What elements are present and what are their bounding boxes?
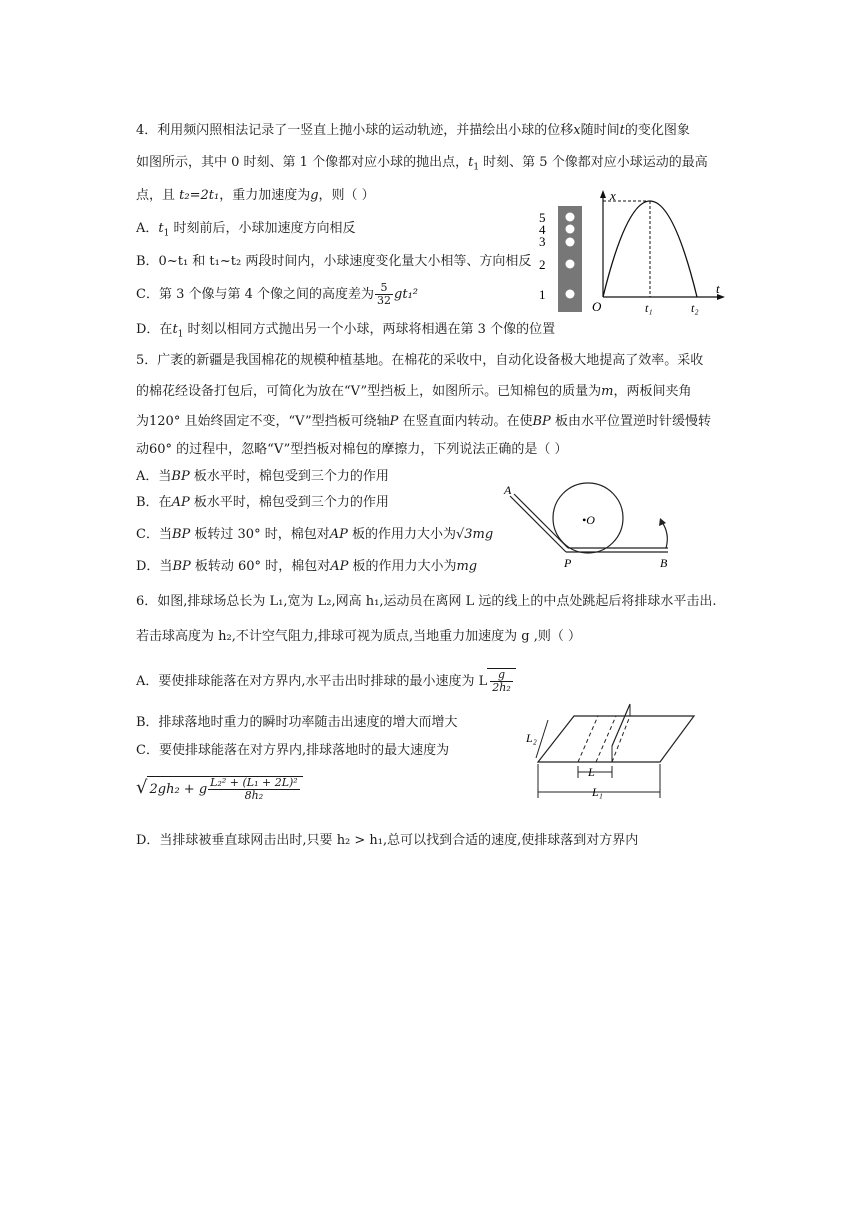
var-g: g — [310, 188, 319, 203]
opt-text: A．要使排球能落在对方界内,水平击出时排球的最小速度为 L — [136, 674, 488, 689]
var-m: m — [601, 384, 614, 399]
var-bp: BP — [171, 527, 191, 542]
q5-text: 板由水平位置逆时针缓慢转 — [550, 414, 711, 429]
opt-text: 板转过 30° 时，棉包对 — [190, 527, 330, 542]
ball-image-4 — [566, 225, 575, 234]
var-ap: AP — [330, 559, 349, 574]
x-axis-arrow — [600, 190, 606, 198]
q6-option-b — [136, 714, 458, 732]
var-bp: BP — [532, 414, 551, 429]
opt-label: D．在 — [136, 322, 173, 337]
opt-label: A．当 — [136, 469, 172, 484]
var-t1: t — [158, 221, 164, 236]
frac-den: 32 — [377, 294, 392, 307]
origin-label: O — [592, 299, 602, 314]
tick-label-t2: t₂ — [691, 301, 699, 315]
ball-image-2 — [566, 260, 575, 269]
attack-line-left — [578, 716, 598, 762]
q5-text: 5．广袤的新疆是我国棉花的规模种植基地。在棉花的采收中，自动化设备极大地提高了效率。采收 — [136, 353, 704, 368]
q4-stem-line3 — [136, 187, 375, 205]
q5-text: ，两板间夹角 — [613, 384, 692, 399]
board-ap — [510, 496, 566, 552]
opt-text: 时刻前后，小球加速度方向相反 — [169, 221, 356, 236]
opt-text: C．要使排球能落在对方界内,排球落地时的最大速度为 — [136, 743, 450, 758]
q5-stem-line1 — [136, 352, 703, 370]
radical-sign: √ — [136, 777, 148, 798]
expr: gt₁² — [394, 287, 418, 302]
sqrt — [147, 776, 302, 802]
q4-stem-line2 — [136, 154, 708, 177]
frac-num: g — [490, 669, 513, 682]
strip-label-3: 3 — [539, 234, 546, 249]
ball-image-1 — [566, 290, 575, 299]
sqrt — [487, 668, 516, 694]
q5-option-c — [136, 526, 493, 544]
fraction — [208, 777, 300, 802]
q5-option-a — [136, 468, 389, 486]
var-t1: t — [172, 322, 178, 337]
opt-text: 时刻以相同方式抛出另一个小球，两球将相遇在第 3 个像的位置 — [183, 322, 556, 337]
q6-option-c — [136, 742, 449, 760]
var-t: t — [619, 123, 625, 138]
opt-text: B．0~t₁ 和 t₁~t₂ 两段时间内，小球速度变化量大小相等、方向相反 — [136, 254, 532, 269]
q5-stem-line4 — [136, 441, 567, 459]
q5-figure — [500, 482, 700, 582]
q4-text: ，重力加速度为 — [219, 188, 311, 203]
q6-stem-line1 — [136, 593, 717, 611]
strip-label-1: 1 — [539, 287, 546, 302]
frac-num: 5 — [375, 282, 393, 295]
label-o: •O — [582, 513, 595, 527]
q6-option-d — [136, 832, 638, 850]
q4-stem-line1 — [136, 122, 690, 140]
opt-text: D．当排球被垂直球网击出时,只要 h₂ > h₁,总可以找到合适的速度,使排球落到对方界内 — [136, 833, 639, 848]
court-outline — [538, 716, 694, 762]
frac-den: 2h₂ — [492, 681, 511, 694]
q4-text: 的变化图象 — [624, 123, 690, 138]
axis-label-t: t — [716, 281, 720, 296]
q5-text: 的棉花经设备打包后，可简化为放在“V”型挡板上，如图所示。已知棉包的质量为 — [136, 384, 602, 399]
sub: 1 — [177, 329, 184, 340]
expr: 2gh₂ + g — [149, 782, 208, 797]
fraction — [375, 282, 393, 307]
frac-den: 8h₂ — [244, 789, 264, 802]
q4-text: 点，且 — [136, 188, 180, 203]
strip-label-4: 4 — [539, 222, 546, 237]
q6-figure — [518, 700, 698, 810]
q4-text: 如图所示，其中 0 时刻、第 1 个像都对应小球的抛出点， — [136, 155, 469, 170]
q4-figure — [530, 188, 730, 318]
ball-image-3 — [566, 238, 575, 247]
q4-option-c — [136, 282, 418, 307]
opt-text: B．排球落地时重力的瞬时功率随击出速度的增大而增大 — [136, 715, 458, 730]
q4-option-a — [136, 220, 356, 243]
label-p: P — [564, 556, 572, 570]
opt-label: B．在 — [136, 495, 172, 510]
var-p: P — [389, 414, 399, 429]
rotation-arrow-head — [659, 518, 666, 526]
opt-label: A． — [136, 221, 159, 236]
q5-option-d — [136, 558, 477, 576]
label-a: A — [504, 483, 512, 497]
frac-num: L₂² + (L₁ + 2L)² — [210, 776, 298, 789]
strip-label-2: 2 — [539, 257, 546, 272]
q5-text: 在竖直面内转动。在使 — [398, 414, 533, 429]
q4-text: ，则（ ） — [318, 188, 375, 203]
q5-stem-line2 — [136, 383, 692, 401]
var-ap: AP — [171, 495, 190, 510]
opt-text: 板转动 60° 时，棉包对 — [190, 559, 331, 574]
q6-text: 6．如图,排球场总长为 L₁,宽为 L₂,网高 h₁,运动员在离网 L 远的线上的中点处跳起后将排球水平击出. — [136, 594, 717, 609]
tick-label-t1: t₁ — [645, 301, 653, 315]
fraction — [490, 669, 513, 694]
q5-stem-line3 — [136, 413, 711, 431]
opt-text: 板的作用力大小为 — [348, 559, 457, 574]
eq: t₂=2t₁ — [179, 188, 220, 203]
q6-stem-line2 — [136, 628, 581, 646]
var-t1: t — [468, 155, 474, 170]
strip-label-5: 5 — [539, 210, 546, 225]
label-l1: L₁ — [592, 785, 603, 799]
q6-text: 若击球高度为 h₂,不计空气阻力,排球可视为质点,当地重力加速度为 g ,则（ ） — [136, 629, 581, 644]
q4-option-b — [136, 253, 531, 271]
var-x: x — [573, 123, 581, 138]
q4-text: 时刻、第 5 个像都对应小球运动的最高 — [479, 155, 708, 170]
q4-option-d — [136, 321, 555, 344]
var-bp: BP — [171, 469, 190, 484]
opt-label: D．当 — [136, 559, 173, 574]
opt-label: C．当 — [136, 527, 172, 542]
label-l: L — [588, 765, 595, 779]
opt-text: 板水平时，棉包受到三个力的作用 — [189, 495, 389, 510]
opt-text: 板的作用力大小为 — [347, 527, 456, 542]
q4-text: 4．利用频闪照相法记录了一竖直上抛小球的运动轨迹，并描绘出小球的位移 — [136, 123, 574, 138]
var-bp: BP — [172, 559, 191, 574]
axis-label-x: x — [610, 188, 616, 203]
expr: mg — [456, 559, 478, 574]
opt-text: C．第 3 个像与第 4 个像之间的高度差为 — [136, 287, 375, 302]
var-ap: AP — [329, 527, 348, 542]
q5-text: 为120° 且始终固定不变，“V”型挡板可绕轴 — [136, 414, 390, 429]
rotation-arrow — [662, 522, 667, 548]
ball-image-5 — [566, 213, 575, 222]
attack-line-right — [596, 716, 616, 762]
q6-option-a — [136, 668, 516, 694]
q5-text: 动60° 的过程中，忽略“V”型挡板对棉包的摩擦力，下列说法正确的是（ ） — [136, 442, 568, 457]
q4-text: 随时间 — [580, 123, 620, 138]
opt-text: 板水平时，棉包受到三个力的作用 — [189, 469, 389, 484]
sub: 1 — [163, 228, 170, 239]
q5-option-b — [136, 494, 389, 512]
sub: 1 — [473, 162, 480, 173]
board-ap-inner — [514, 494, 568, 548]
label-l2: L₂ — [526, 731, 537, 745]
q6-option-c-expr — [136, 776, 303, 802]
label-b: B — [660, 556, 668, 570]
expr: √3mg — [456, 527, 494, 542]
